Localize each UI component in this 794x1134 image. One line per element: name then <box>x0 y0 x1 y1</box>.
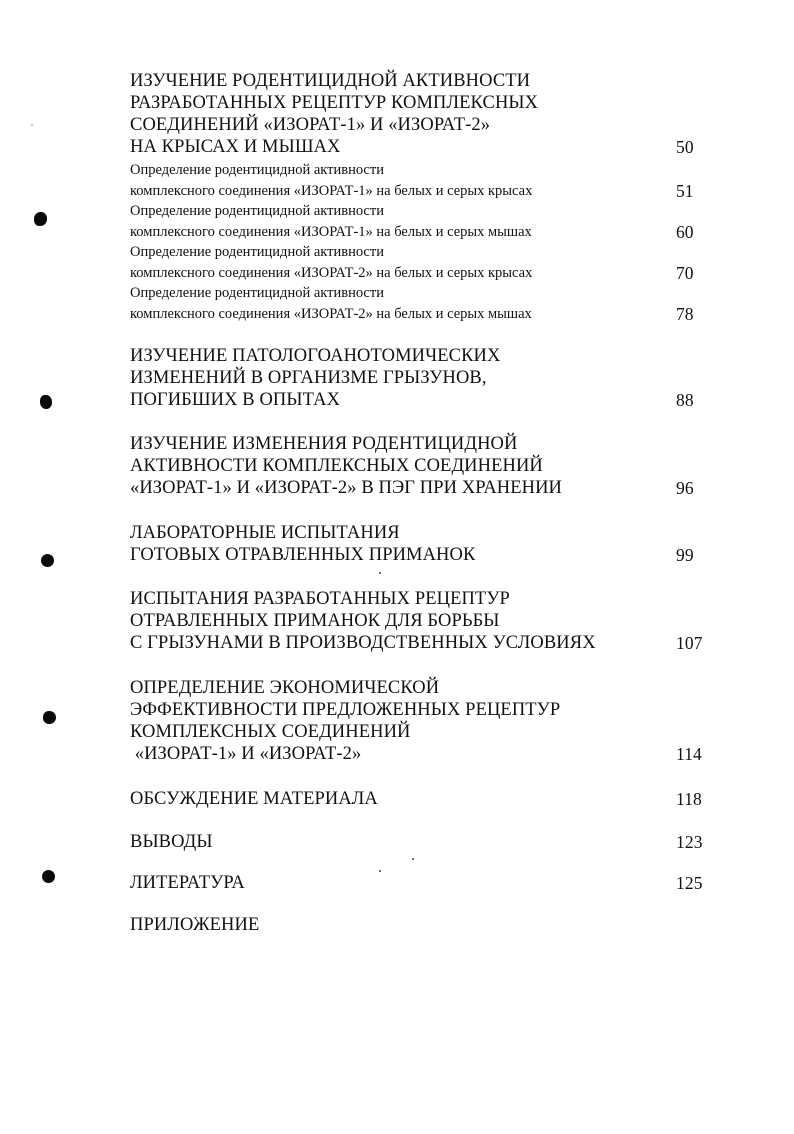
toc-subentry-line: Определение родентицидной активности <box>130 162 384 178</box>
toc-entry-title-line: ИЗУЧЕНИЕ ИЗМЕНЕНИЯ РОДЕНТИЦИДНОЙ <box>130 434 518 454</box>
toc-subentry-line: комплексного соединения «ИЗОРАТ-1» на белых и серых крысах <box>130 182 533 199</box>
toc-entry-appendix <box>130 914 760 936</box>
toc-entry-title-line: КОМПЛЕКСНЫХ СОЕДИНЕНИЙ <box>130 722 411 742</box>
toc-entry-title-line: СОЕДИНЕНИЙ «ИЗОРАТ-1» И «ИЗОРАТ-2» <box>130 115 491 135</box>
toc-entry-title-line: ИЗМЕНЕНИЙ В ОРГАНИЗМЕ ГРЫЗУНОВ, <box>130 368 487 388</box>
toc-page-number: 78 <box>676 303 694 324</box>
punch-hole-mark <box>43 711 56 724</box>
toc-subentry-line: Определение родентицидной активности <box>130 285 384 301</box>
toc-entry-title-line: ИЗУЧЕНИЕ РОДЕНТИЦИДНОЙ АКТИВНОСТИ <box>130 71 531 91</box>
toc-page-number: 99 <box>676 545 694 565</box>
toc-subentry-line: Определение родентицидной активности <box>130 244 384 260</box>
toc-subentry-line: комплексного соединения «ИЗОРАТ-2» на белых и серых мышах <box>130 305 532 322</box>
toc-page-number: 125 <box>676 873 703 893</box>
toc-page-number: 96 <box>676 478 694 498</box>
toc-entry-title: ЛИТЕРАТУРА <box>130 873 245 893</box>
toc-subentry-line: комплексного соединения «ИЗОРАТ-1» на белых и серых мышах <box>130 223 532 240</box>
toc-entry-title-line: ИСПЫТАНИЯ РАЗРАБОТАННЫХ РЕЦЕПТУР <box>130 589 510 609</box>
scan-speck <box>412 858 414 860</box>
scan-speck <box>379 572 381 574</box>
toc-entry-title-line: С ГРЫЗУНАМИ В ПРОИЗВОДСТВЕННЫХ УСЛОВИЯХ <box>130 633 596 653</box>
toc-entry-title-line: НА КРЫСАХ И МЫШАХ <box>130 137 341 157</box>
toc-entry-title-line: «ИЗОРАТ-1» И «ИЗОРАТ-2» <box>130 744 362 764</box>
punch-hole-mark <box>42 870 55 883</box>
toc-entry-title-line: РАЗРАБОТАННЫХ РЕЦЕПТУР КОМПЛЕКСНЫХ <box>130 93 539 113</box>
toc-entry-discussion <box>130 788 760 810</box>
toc-entry-lab-tests <box>130 522 760 566</box>
toc-page-number: 88 <box>676 390 694 410</box>
toc-subentry <box>130 160 760 201</box>
toc-entry-rodenticide-activity <box>130 70 760 158</box>
toc-entry-title-line: ПОГИБШИХ В ОПЫТАХ <box>130 390 341 410</box>
toc-entry-title-line: ОПРЕДЕЛЕНИЕ ЭКОНОМИЧЕСКОЙ <box>130 678 440 698</box>
toc-subentry-line: комплексного соединения «ИЗОРАТ-2» на белых и серых крысах <box>130 264 533 281</box>
toc-page-number: 114 <box>676 744 702 764</box>
toc-entry-literature <box>130 872 760 894</box>
toc-entry-title: ВЫВОДЫ <box>130 832 213 852</box>
toc-entry-title-line: ЭФФЕКТИВНОСТИ ПРЕДЛОЖЕННЫХ РЕЦЕПТУР <box>130 700 561 720</box>
toc-entry-field-tests <box>130 588 760 654</box>
toc-entry-title: ПРИЛОЖЕНИЕ <box>130 915 260 935</box>
toc-entry-economic-efficiency <box>130 677 760 765</box>
toc-subentry <box>130 242 760 283</box>
toc-entry-title-line: ГОТОВЫХ ОТРАВЛЕННЫХ ПРИМАНОК <box>130 545 476 565</box>
toc-entry-conclusions <box>130 831 760 853</box>
toc-entry-title-line: «ИЗОРАТ-1» И «ИЗОРАТ-2» В ПЭГ ПРИ ХРАНЕНИИ <box>130 478 563 498</box>
toc-entry-title-line: ОТРАВЛЕННЫХ ПРИМАНОК ДЛЯ БОРЬБЫ <box>130 611 500 631</box>
toc-page-number: 60 <box>676 221 694 242</box>
toc-page-number: 107 <box>676 633 703 653</box>
toc-page-number: 51 <box>676 180 694 201</box>
toc-subentry <box>130 201 760 242</box>
toc-entry-title-line: АКТИВНОСТИ КОМПЛЕКСНЫХ СОЕДИНЕНИЙ <box>130 456 543 476</box>
toc-entry-pathology <box>130 345 760 411</box>
punch-hole-mark <box>34 212 47 226</box>
punch-hole-mark <box>40 395 52 409</box>
toc-page-number: 70 <box>676 262 694 283</box>
scan-speck <box>379 870 381 872</box>
toc-entry-storage-stability <box>130 433 760 499</box>
punch-hole-mark <box>41 554 54 567</box>
toc-entry-title-line: ИЗУЧЕНИЕ ПАТОЛОГОАНОТОМИЧЕСКИХ <box>130 346 501 366</box>
toc-entry-title-line: ЛАБОРАТОРНЫЕ ИСПЫТАНИЯ <box>130 523 400 543</box>
toc-subentry-line: Определение родентицидной активности <box>130 203 384 219</box>
toc-page-number: 118 <box>676 789 702 809</box>
toc-entry-title: ОБСУЖДЕНИЕ МАТЕРИАЛА <box>130 789 378 809</box>
scan-speck <box>31 124 33 126</box>
toc-page-number: 50 <box>676 137 694 157</box>
toc-page-number: 123 <box>676 832 703 852</box>
toc-subentry <box>130 283 760 324</box>
